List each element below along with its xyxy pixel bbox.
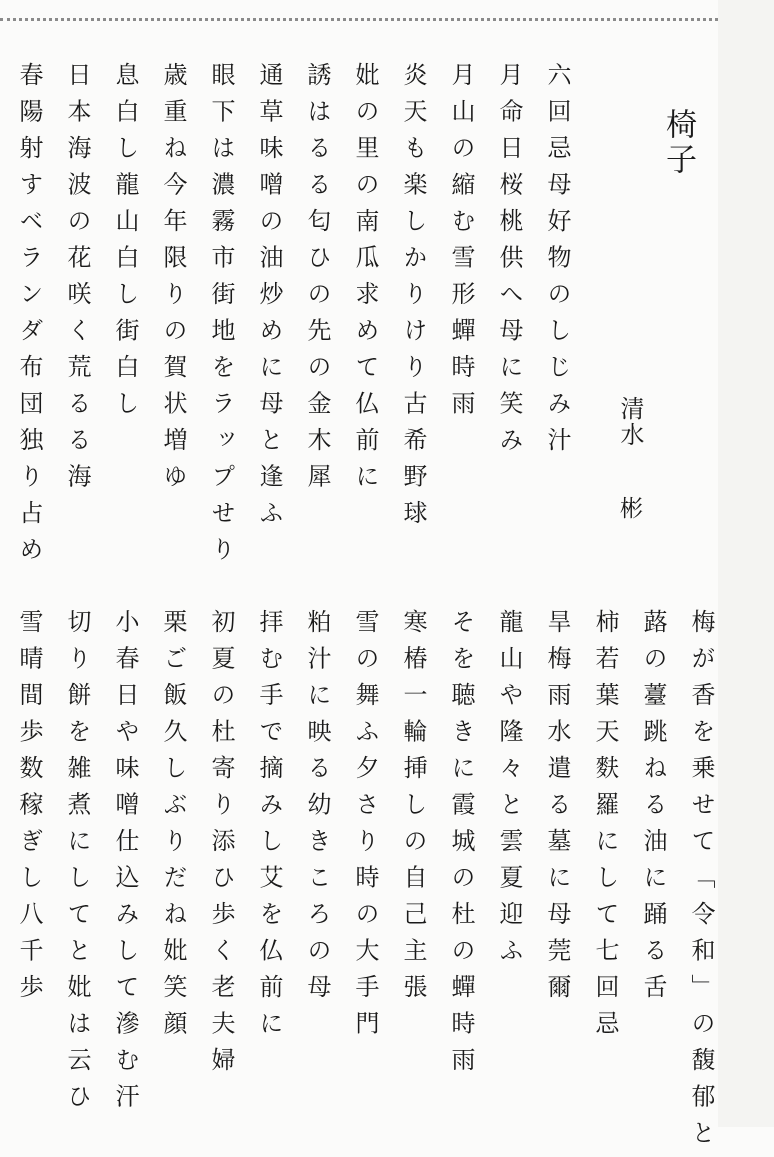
haiku-top-3: 月山の縮む雪形蟬時雨 — [447, 62, 475, 427]
haiku-bottom-4: 旱梅雨水遣る墓に母莞爾 — [543, 609, 571, 1011]
page-margin-strip — [718, 0, 774, 1127]
haiku-bottom-8: 雪の舞ふ夕さり時の大手門 — [351, 609, 379, 1047]
haiku-top-7: 通草味噌の油炒めに母と逢ふ — [255, 62, 283, 537]
haiku-bottom-2: 蕗の薹跳ねる油に踊る舌 — [639, 609, 667, 1011]
haiku-bottom-6: そを聴きに霞城の杜の蟬時雨 — [447, 609, 475, 1084]
haiku-bottom-3: 柿若葉天麩羅にして七回忌 — [591, 609, 619, 1047]
haiku-bottom-9: 粕汁に映る幼きころの母 — [303, 609, 331, 1011]
author-family-name: 清水 — [616, 396, 644, 448]
haiku-bottom-13: 小春日や味噌仕込みして滲む汗 — [111, 609, 139, 1120]
haiku-bottom-10: 拝む手で摘みし艾を仏前に — [255, 609, 283, 1047]
haiku-bottom-5: 龍山や隆々と雲夏迎ふ — [495, 609, 523, 974]
poem-title: 椅子 — [660, 108, 696, 178]
haiku-top-1: 六回忌母好物のしじみ汁 — [543, 62, 571, 464]
haiku-bottom-12: 栗ご飯久しぶりだね妣笑顔 — [159, 609, 187, 1047]
haiku-top-9: 歳重ね今年限りの賀状増ゆ — [159, 62, 187, 500]
haiku-top-10: 息白し龍山白し街白し — [111, 62, 139, 427]
haiku-top-6: 誘はるる匂ひの先の金木犀 — [303, 62, 331, 500]
dotted-top-border — [0, 18, 718, 21]
haiku-top-12: 春陽射すベランダ布団独り占め — [15, 62, 43, 573]
haiku-top-4: 炎天も楽しかりけり古希野球 — [399, 62, 427, 537]
haiku-top-8: 眼下は濃霧市街地をラップせり — [207, 62, 235, 573]
haiku-top-2: 月命日桜桃供へ母に笑み — [495, 62, 523, 464]
haiku-bottom-7: 寒椿一輪挿しの自己主張 — [399, 609, 427, 1011]
author-given-name: 彬 — [620, 496, 643, 522]
haiku-bottom-11: 初夏の杜寄り添ひ歩く老夫婦 — [207, 609, 235, 1084]
haiku-top-11: 日本海波の花咲く荒るる海 — [63, 62, 91, 500]
haiku-bottom-15: 雪晴間歩数稼ぎし八千歩 — [15, 609, 43, 1011]
haiku-bottom-1: 梅が香を乗せて「令和」の馥郁と — [687, 609, 715, 1157]
haiku-top-5: 妣の里の南瓜求めて仏前に — [351, 62, 379, 500]
haiku-bottom-14: 切り餅を雑煮にしてと妣は云ひ — [63, 609, 91, 1120]
